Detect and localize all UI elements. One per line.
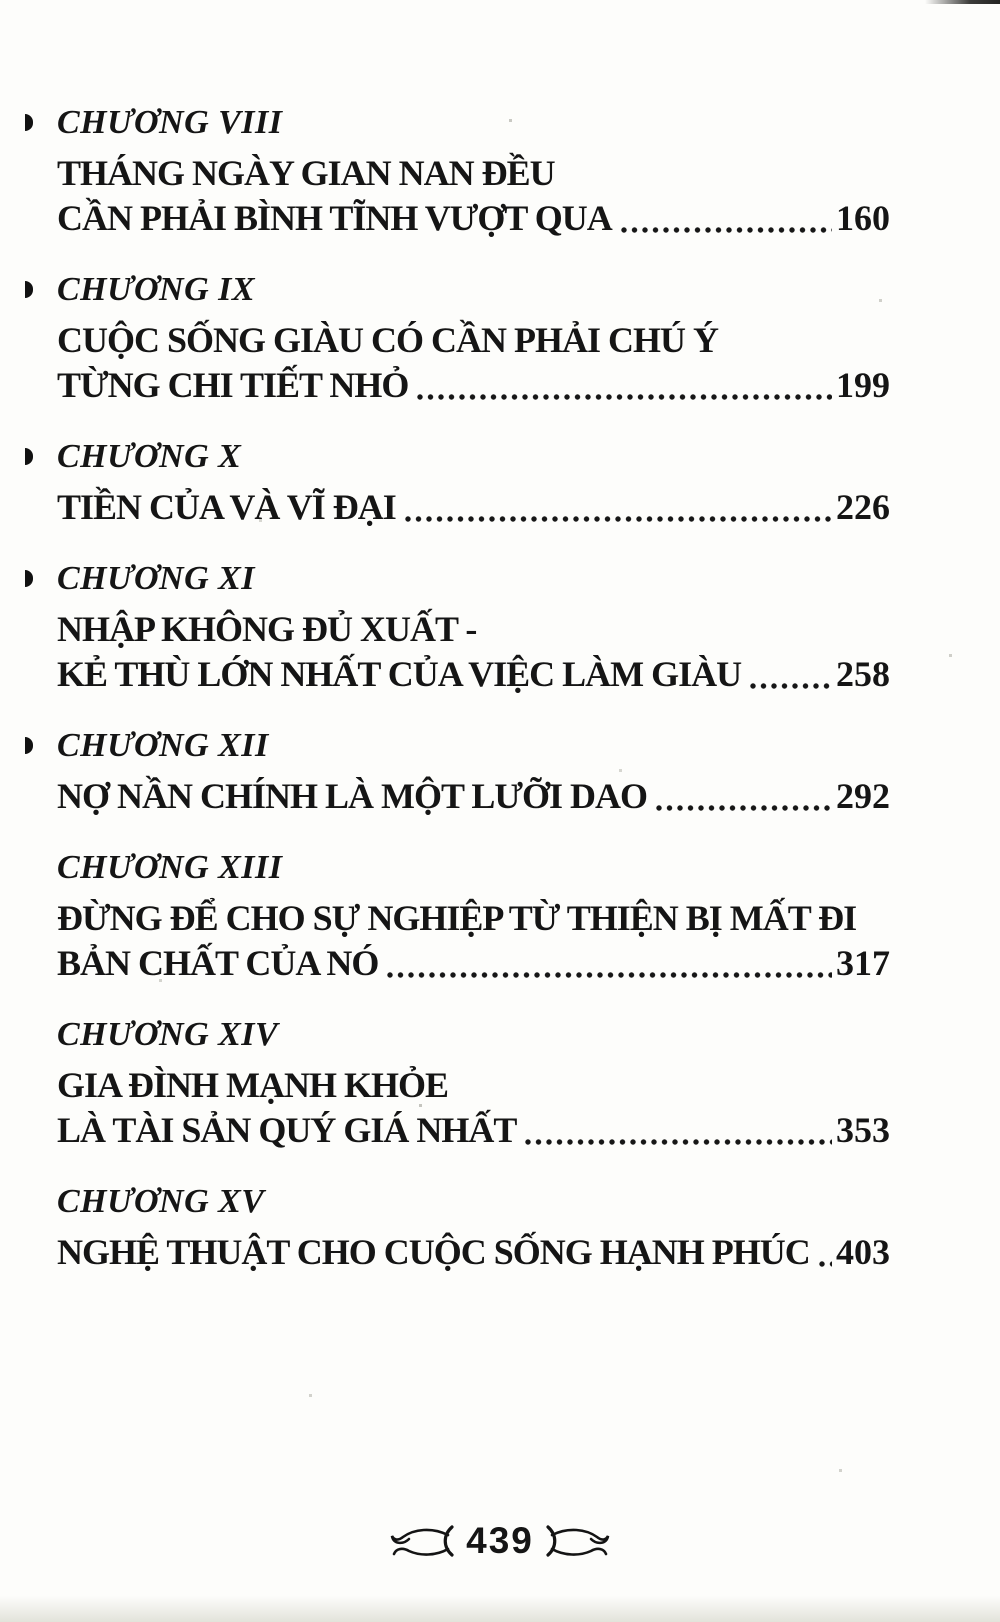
leader-text: LÀ TÀI SẢN QUÝ GIÁ NHẤT [57,1110,517,1150]
chapter-row [57,556,890,607]
chapter-row [57,845,890,896]
dot-leader [386,971,832,979]
title-line: ĐỪNG ĐỂ CHO SỰ NGHIỆP TỪ THIỆN BỊ MẤT ĐI [57,898,857,938]
chapter-row [57,1179,890,1230]
chapter-row [57,1012,890,1063]
page-number: 292 [836,776,890,816]
bullet-mark [25,114,33,131]
dot-leader [749,682,832,690]
leader-row [57,196,890,241]
page-number: 258 [836,654,890,694]
title-lines [57,896,890,941]
chapter-label: CHƯƠNG XIII [57,849,283,886]
leader-row [57,1230,890,1275]
title-line: CUỘC SỐNG GIÀU CÓ CẦN PHẢI CHÚ Ý [57,320,719,360]
chapter-label: CHƯƠNG VIII [57,104,283,141]
title-lines [57,607,890,652]
toc-entry [57,100,890,241]
title-lines [57,1063,890,1108]
leader-row [57,1108,890,1153]
leader-text: NGHỆ THUẬT CHO CUỘC SỐNG HẠNH PHÚC [57,1232,810,1272]
chapter-label: CHƯƠNG XV [57,1183,265,1220]
bullet-mark [25,448,33,465]
page-number: 317 [836,943,890,983]
chapter-label: CHƯƠNG XIV [57,1016,279,1053]
chapter-row [57,434,890,485]
leader-text: CẦN PHẢI BÌNH TĨNH VƯỢT QUA [57,198,612,238]
toc-entry [57,723,890,819]
title-line: GIA ĐÌNH MẠNH KHỎE [57,1065,449,1105]
paper-speckles [0,0,1,1]
title-lines [57,318,890,363]
page-number: 403 [836,1232,890,1272]
flourish-right-icon [544,1523,610,1559]
toc-entry [57,1179,890,1275]
leader-text: TIỀN CỦA VÀ VĨ ĐẠI [57,487,396,527]
chapter-row [57,100,890,151]
chapter-row [57,267,890,318]
chapter-label: CHƯƠNG XII [57,727,269,764]
dot-leader [524,1138,832,1146]
footer-page-number: 439 [466,1520,534,1561]
page-number: 353 [836,1110,890,1150]
page-number: 160 [836,198,890,238]
bullet-mark [25,737,33,754]
leader-text: TỪNG CHI TIẾT NHỎ [57,365,409,405]
chapter-row [57,723,890,774]
bullet-mark [25,281,33,298]
leader-row [57,363,890,408]
title-line: NHẬP KHÔNG ĐỦ XUẤT - [57,609,477,649]
leader-text: BẢN CHẤT CỦA NÓ [57,943,379,983]
dot-leader [655,804,832,812]
dot-leader [404,515,832,523]
title-lines [57,151,890,196]
scan-corner-smudge [925,0,1000,4]
page-number: 226 [836,487,890,527]
leader-text: KẺ THÙ LỚN NHẤT CỦA VIỆC LÀM GIÀU [57,654,742,694]
leader-row [57,774,890,819]
dot-leader [818,1260,832,1268]
chapter-label: CHƯƠNG IX [57,271,256,308]
dot-leader [620,226,832,234]
toc-entry [57,267,890,408]
page-footer [0,1522,1000,1559]
scan-edge-shadow [0,1596,1000,1622]
leader-row [57,941,890,986]
leader-row [57,485,890,530]
toc-entry [57,434,890,530]
toc-entry [57,1012,890,1153]
leader-row [57,652,890,697]
title-line: THÁNG NGÀY GIAN NAN ĐỀU [57,153,555,193]
chapter-label: CHƯƠNG XI [57,560,256,597]
bullet-mark [25,570,33,587]
leader-text: NỢ NẦN CHÍNH LÀ MỘT LƯỠI DAO [57,776,648,816]
page-number: 199 [836,365,890,405]
flourish-left-icon [390,1523,456,1559]
chapter-label: CHƯƠNG X [57,438,242,475]
dot-leader [416,393,832,401]
toc-entry [57,845,890,986]
toc-entry [57,556,890,697]
